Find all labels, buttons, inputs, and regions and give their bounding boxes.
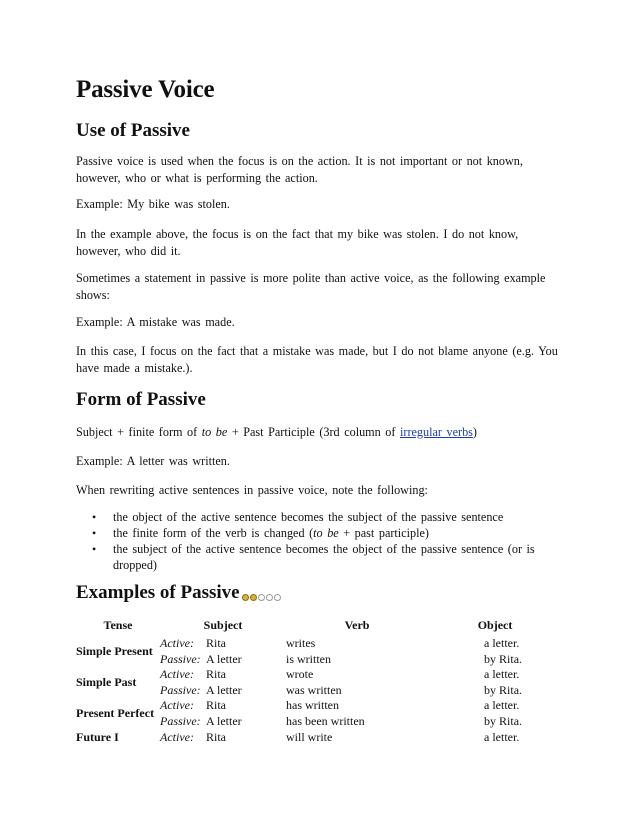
list-item (76, 541, 562, 573)
rating-circle-icon (274, 594, 281, 601)
table-row (76, 636, 562, 652)
passive-examples-table (76, 618, 562, 745)
voice-label: Active: (160, 698, 194, 713)
form-rules-list (76, 509, 562, 573)
tense-cell: Simple Past (76, 674, 137, 689)
list-item (76, 525, 562, 541)
verb-cell: will write (286, 729, 333, 744)
formula-text-end: ) (472, 425, 477, 439)
subject-cell: A letter (206, 682, 242, 697)
voice-label: Passive: (160, 713, 201, 728)
subject-cell: Rita (206, 698, 226, 713)
verb-cell: is written (286, 651, 332, 666)
subject-cell: Rita (206, 636, 226, 650)
use-paragraph-1: Passive voice is used when the focus is on the action. It is not important or not known, however, who or what is performing the action. (76, 154, 523, 185)
form-formula (76, 424, 562, 441)
subject-cell: Rita (206, 729, 226, 744)
tense-cell: Simple Present (76, 643, 153, 658)
verb-cell: has written (286, 698, 340, 713)
subject-cell: Rita (206, 667, 226, 682)
formula-to-be: to be (201, 425, 228, 439)
table-row (76, 730, 562, 746)
object-cell: a letter. (484, 636, 520, 650)
list-item-text-end: + past participle) (338, 526, 429, 540)
form-example: Example: A letter was written. (76, 454, 230, 468)
use-example-1: Example: My bike was stolen. (76, 197, 230, 211)
formula-text-mid: + Past Participle (3rd column of (227, 425, 400, 439)
rating-circle-icon (258, 594, 265, 601)
bullet-icon: • (92, 510, 97, 524)
section-heading-form: Form of Passive (76, 389, 206, 410)
bullet-icon: • (92, 526, 97, 540)
rating-circle-icon (266, 594, 273, 601)
object-cell: a letter. (484, 729, 520, 744)
object-cell: by Rita. (484, 682, 523, 697)
voice-label: Passive: (160, 682, 201, 697)
object-cell: by Rita. (484, 713, 523, 728)
list-item-text: the finite form of the verb is changed ( (113, 526, 314, 540)
form-intro: When rewriting active sentences in passive voice, note the following: (76, 483, 428, 497)
object-cell: by Rita. (484, 651, 523, 666)
use-example-2: Example: A mistake was made. (76, 315, 235, 329)
table-row (76, 667, 562, 683)
header-object: Object (477, 618, 513, 632)
difficulty-rating (242, 591, 281, 603)
object-cell: a letter. (484, 698, 520, 713)
irregular-verbs-link[interactable]: irregular verbs (400, 425, 473, 439)
tense-cell: Present Perfect (76, 706, 155, 721)
object-cell: a letter. (484, 667, 520, 682)
rating-circle-icon (250, 594, 257, 601)
list-item-text: the object of the active sentence becomes the subject of the passive sentence (113, 510, 504, 524)
verb-cell: has been written (286, 713, 365, 728)
section-heading-use: Use of Passive (76, 120, 190, 141)
list-item (76, 509, 562, 525)
table-header-row (76, 618, 562, 636)
verb-cell: was written (286, 682, 342, 697)
verb-cell: writes (286, 636, 316, 650)
section-heading-examples: Examples of Passive (76, 582, 240, 603)
table-row (76, 698, 562, 714)
formula-text-start: Subject + finite form of (76, 425, 202, 439)
header-tense: Tense (103, 618, 133, 632)
page-title: Passive Voice (76, 76, 215, 103)
voice-label: Active: (160, 636, 194, 650)
bullet-icon: • (92, 542, 97, 556)
header-subject: Subject (203, 618, 243, 632)
use-paragraph-2: In the example above, the focus is on the fact that my bike was stolen. I do not know, however, who did it. (76, 227, 519, 258)
subject-cell: A letter (206, 713, 242, 728)
use-paragraph-3: Sometimes a statement in passive is more polite than active voice, as the following example shows: (76, 271, 546, 302)
voice-label: Active: (160, 729, 194, 744)
list-item-text: the subject of the active sentence becomes the object of the passive sentence (or is dropped) (113, 542, 535, 572)
verb-cell: wrote (286, 667, 314, 682)
voice-label: Passive: (160, 651, 201, 666)
tense-cell: Future I (76, 729, 119, 744)
use-paragraph-4: In this case, I focus on the fact that a mistake was made, but I do not blame anyone (e.g. You have made a mistake.). (76, 344, 558, 375)
rating-circle-icon (242, 594, 249, 601)
subject-cell: A letter (206, 651, 242, 666)
list-item-to-be: to be (313, 526, 339, 540)
voice-label: Active: (160, 667, 194, 682)
header-verb: Verb (344, 618, 370, 632)
